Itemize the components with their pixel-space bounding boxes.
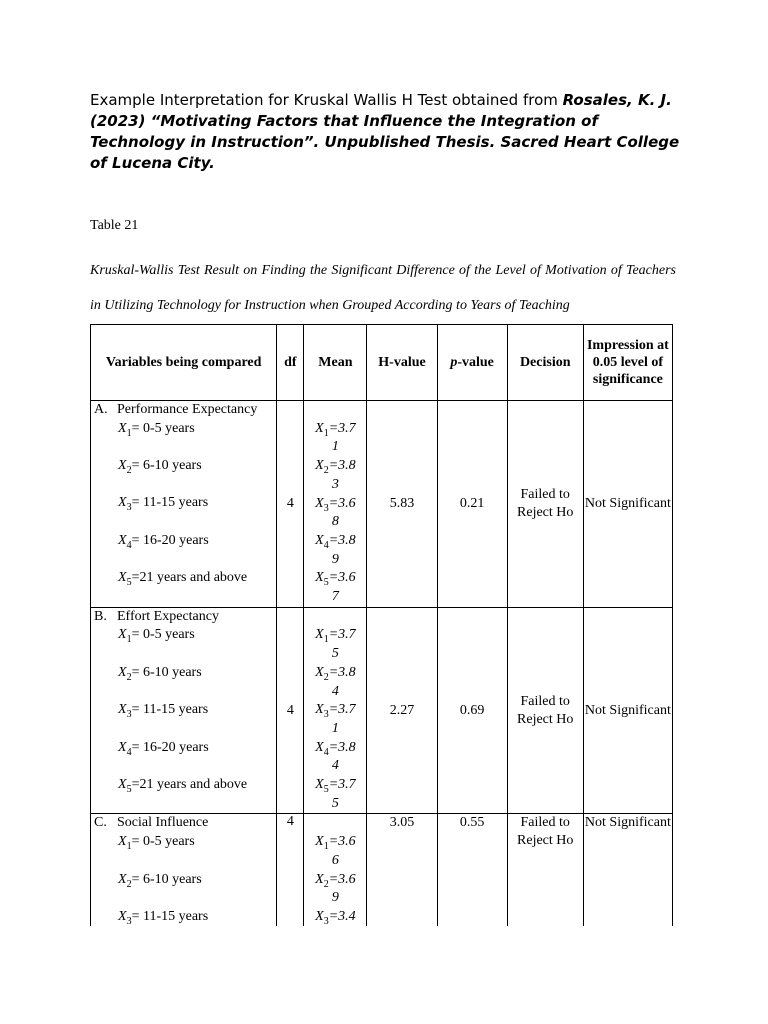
variable-line <box>94 833 276 852</box>
table-row <box>91 607 673 814</box>
mean-value <box>313 701 357 738</box>
mean-number: =3.84 <box>328 739 356 774</box>
mean-number: =3.68 <box>328 495 356 530</box>
variable-symbol: X <box>118 739 127 755</box>
table-row <box>91 814 673 926</box>
variable-symbol: X <box>118 702 127 718</box>
header-mean: Mean <box>304 325 367 401</box>
variable-symbol: X <box>118 532 127 548</box>
h-value-cell: 3.05 <box>367 814 437 926</box>
variable-subscript: 1 <box>126 427 132 439</box>
variable-subscript: 2 <box>126 878 132 890</box>
mean-subscript: 2 <box>323 464 329 476</box>
mean-value <box>313 420 357 457</box>
group-name: Performance Expectancy <box>117 402 258 417</box>
table-header-row <box>91 325 673 401</box>
mean-symbol: X <box>315 664 324 680</box>
impression-cell: Not Significant <box>583 401 672 608</box>
variable-label: =21 years and above <box>131 570 248 586</box>
variable-symbol: X <box>118 420 127 436</box>
mean-subscript: 5 <box>323 577 329 589</box>
mean-symbol: X <box>315 570 324 586</box>
header-p-rest: -value <box>457 355 494 370</box>
mean-symbol: X <box>315 532 324 548</box>
mean-symbol: X <box>315 834 324 850</box>
mean-symbol: X <box>315 627 324 643</box>
group-name: Effort Expectancy <box>117 608 219 624</box>
variable-symbol: X <box>118 664 127 680</box>
h-value-cell: 5.83 <box>367 401 437 608</box>
decision-cell: Failed to Reject Ho <box>507 814 583 926</box>
mean-value <box>313 871 357 908</box>
mean-value <box>313 569 357 606</box>
group-title <box>94 401 276 420</box>
p-value-cell: 0.69 <box>437 607 507 814</box>
header-impression: Impression at 0.05 level of significance <box>583 325 672 401</box>
mean-subscript: 1 <box>323 427 329 439</box>
mean-symbol: X <box>315 420 324 436</box>
mean-subscript: 2 <box>323 878 329 890</box>
mean-value <box>313 457 357 494</box>
variable-label: = 11-15 years <box>131 495 209 511</box>
mean-value <box>313 776 357 813</box>
variable-subscript: 3 <box>126 915 132 926</box>
mean-symbol: X <box>315 458 324 474</box>
mean-cell <box>304 814 367 926</box>
mean-symbol: X <box>315 495 324 511</box>
mean-number: =3.66 <box>328 834 356 868</box>
decision-cell: Failed to Reject Ho <box>507 607 583 814</box>
kruskal-wallis-table <box>90 324 673 926</box>
variables-cell <box>91 401 277 608</box>
mean-symbol: X <box>315 777 324 793</box>
variable-label: = 6-10 years <box>131 664 202 680</box>
group-letter: B. <box>94 608 107 624</box>
mean-subscript: 4 <box>323 746 329 758</box>
intro-paragraph <box>90 90 690 174</box>
group-letter: A. <box>94 402 108 417</box>
mean-number: =3.75 <box>328 777 356 811</box>
mean-subscript: 3 <box>323 915 329 926</box>
variable-line <box>94 908 276 926</box>
df-cell: 4 <box>277 814 304 926</box>
variable-line <box>94 457 276 476</box>
variable-symbol: X <box>118 627 127 643</box>
impression-cell: Not Significant <box>583 607 672 814</box>
variable-symbol: X <box>118 458 127 474</box>
table-caption: Kruskal-Wallis Test Result on Finding the Significant Difference of the Level of Motivation of Teachers in Utilizing Technology for Instruction when Grouped According to Years of Teaching <box>90 263 676 313</box>
group-title <box>94 814 276 833</box>
mean-subscript: 1 <box>323 634 329 646</box>
variable-line <box>94 494 276 513</box>
mean-subscript: 4 <box>323 539 329 551</box>
group-title <box>94 608 276 627</box>
group-name: Social Influence <box>117 815 209 831</box>
mean-cell <box>304 401 367 608</box>
mean-symbol: X <box>315 739 324 755</box>
mean-number: =3.69 <box>328 871 356 906</box>
variable-line <box>94 420 276 439</box>
h-value-cell: 2.27 <box>367 607 437 814</box>
variable-subscript: 1 <box>126 840 132 852</box>
mean-number: =3.4 <box>328 908 356 924</box>
mean-subscript: 3 <box>323 709 329 721</box>
table-row <box>91 401 673 608</box>
variable-label: = 11-15 years <box>131 908 209 924</box>
variable-label: = 6-10 years <box>131 871 202 887</box>
header-df: df <box>277 325 304 401</box>
variable-symbol: X <box>118 776 127 792</box>
variable-symbol: X <box>118 834 127 850</box>
variable-subscript: 4 <box>126 539 132 551</box>
variable-subscript: 4 <box>126 746 132 758</box>
intro-citation: Rosales, K. J. (2023) “Motivating Factors that Influence the Integration of Technology in Instruction”. Unpublished Thesis. Sacred Heart College of Lucena City. <box>90 91 680 172</box>
mean-value <box>313 495 357 532</box>
table-label: Table 21 <box>90 218 139 233</box>
variable-symbol: X <box>118 495 127 511</box>
header-decision: Decision <box>507 325 583 401</box>
variable-line <box>94 701 276 720</box>
intro-text: Example Interpretation for Kruskal Wallis H Test obtained from <box>90 91 563 109</box>
variable-line <box>94 664 276 683</box>
variable-label: = 0-5 years <box>131 420 195 436</box>
mean-number: =3.71 <box>328 420 356 455</box>
variable-subscript: 1 <box>126 634 132 646</box>
mean-number: =3.75 <box>328 627 356 662</box>
decision-cell: Failed to Reject Ho <box>507 401 583 608</box>
variable-line <box>94 569 276 588</box>
variable-label: = 0-5 years <box>131 834 195 850</box>
mean-value <box>313 739 357 776</box>
mean-cell <box>304 607 367 814</box>
mean-subscript: 5 <box>323 783 329 795</box>
df-cell: 4 <box>277 607 304 814</box>
header-h-value: H-value <box>367 325 437 401</box>
p-value-cell: 0.55 <box>437 814 507 926</box>
variable-symbol: X <box>118 871 127 887</box>
table-container <box>90 324 673 926</box>
variable-line <box>94 739 276 758</box>
variable-label: = 6-10 years <box>131 458 202 474</box>
variable-label: = 16-20 years <box>131 739 209 755</box>
group-letter: C. <box>94 815 107 831</box>
header-variables: Variables being compared <box>91 325 277 401</box>
variable-subscript: 2 <box>126 671 132 683</box>
mean-value <box>313 833 357 870</box>
header-p-value <box>437 325 507 401</box>
table-body <box>91 401 673 927</box>
variable-line <box>94 532 276 551</box>
mean-number: =3.89 <box>328 532 356 567</box>
variable-subscript: 3 <box>126 709 132 720</box>
variable-label: = 0-5 years <box>131 627 195 643</box>
variable-subscript: 2 <box>126 464 132 476</box>
variable-subscript: 3 <box>126 502 132 514</box>
mean-value <box>313 626 357 663</box>
mean-number: =3.71 <box>328 702 356 736</box>
variable-label: = 11-15 years <box>131 702 209 718</box>
variable-symbol: X <box>118 570 127 586</box>
mean-subscript: 1 <box>323 840 329 852</box>
mean-spacer <box>304 814 366 833</box>
mean-value <box>313 532 357 569</box>
df-cell: 4 <box>277 401 304 608</box>
mean-number: =3.84 <box>328 664 356 699</box>
variable-label: =21 years and above <box>131 776 248 792</box>
variable-line <box>94 626 276 645</box>
mean-symbol: X <box>315 702 324 718</box>
mean-subscript: 2 <box>323 671 329 683</box>
variable-line <box>94 871 276 890</box>
variable-symbol: X <box>118 908 127 924</box>
mean-number: =3.83 <box>328 458 356 492</box>
variables-cell <box>91 607 277 814</box>
mean-subscript: 3 <box>323 502 329 514</box>
mean-symbol: X <box>315 908 324 924</box>
variable-subscript: 5 <box>126 783 132 795</box>
header-p-italic: p <box>450 355 458 370</box>
mean-value <box>313 664 357 701</box>
mean-value <box>313 908 357 926</box>
p-value-cell: 0.21 <box>437 401 507 608</box>
mean-symbol: X <box>315 871 324 887</box>
variable-label: = 16-20 years <box>131 532 209 548</box>
mean-number: =3.67 <box>328 570 356 605</box>
impression-cell: Not Significant <box>583 814 672 926</box>
variable-line <box>94 776 276 795</box>
variable-subscript: 5 <box>126 577 132 589</box>
variables-cell <box>91 814 277 926</box>
